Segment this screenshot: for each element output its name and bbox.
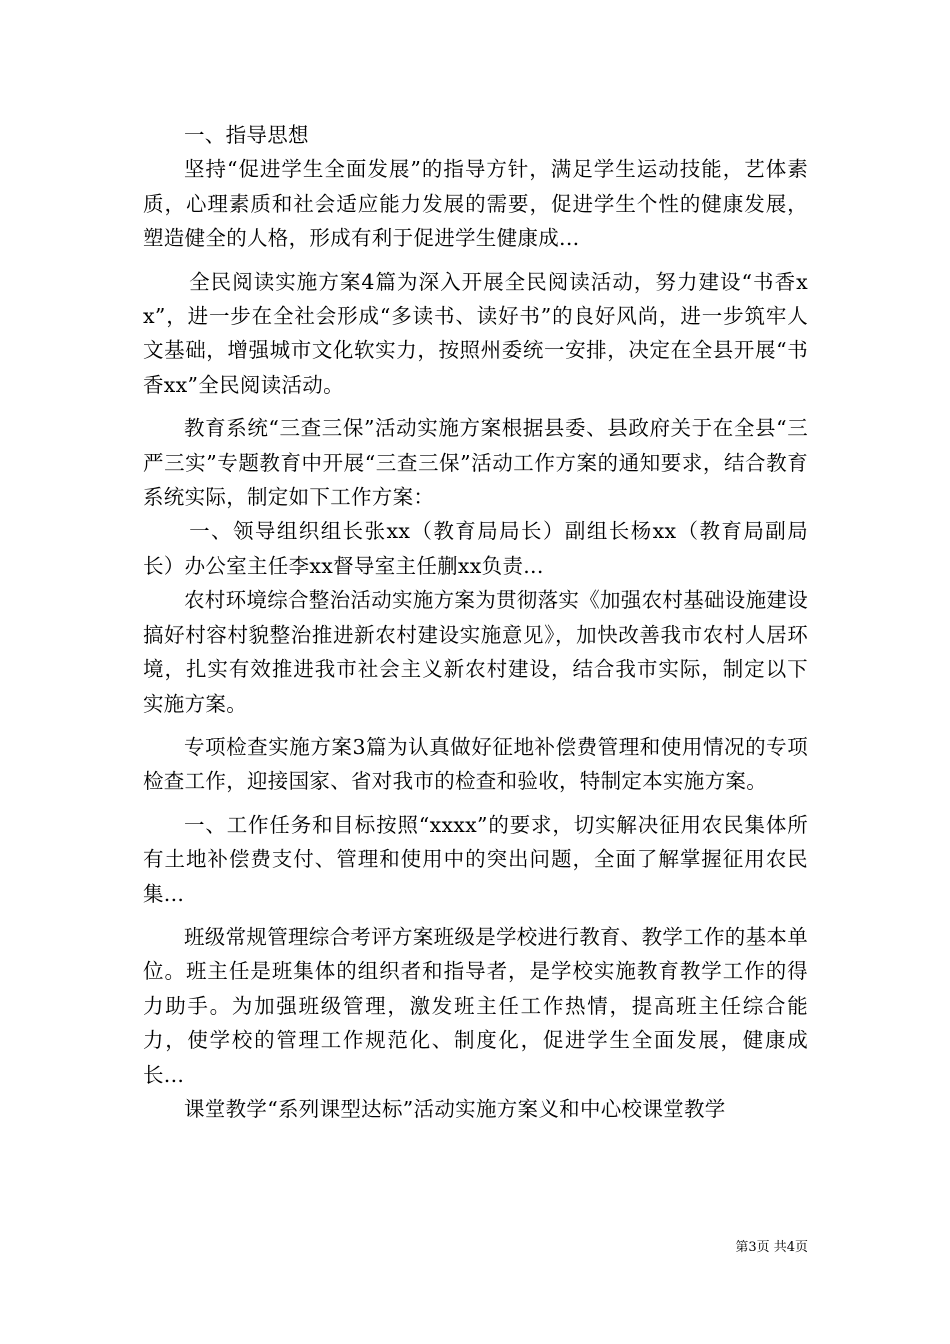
- paragraph-leadership: 一、领导组织组长张xx（教育局局长）副组长杨xx（教育局副局长）办公室主任李xx督导室主任蒯xx负责...: [143, 519, 808, 578]
- paragraph-reading-plan: 全民阅读实施方案4篇为深入开展全民阅读活动，努力建设“书香xx”，进一步在全社会形成“多读书、读好书”的良好风尚，进一步筑牢人文基础，增强城市文化软实力，按照州委统一安排，决定在全县开展“书香xx”全民阅读活动。: [143, 269, 808, 397]
- paragraph-special-inspection: 专项检查实施方案3篇为认真做好征地补偿费管理和使用情况的专项检查工作，迎接国家、省对我市的检查和验收，特制定本实施方案。: [143, 734, 808, 794]
- paragraph-class-management: 班级常规管理综合考评方案班级是学校进行教育、教学工作的基本单位。班主任是班集体的组织者和指导者，是学校实施教育教学工作的得力助手。为加强班级管理，激发班主任工作热情，提高班主任综合能力，使学校的管理工作规范化、制度化，促进学生全面发展，健康成长...: [143, 924, 808, 1087]
- paragraph-guiding-principle: 坚持“促进学生全面发展”的指导方针，满足学生运动技能，艺体素质，心理素质和社会适应能力发展的需要，促进学生个性的健康发展，塑造健全的人格，形成有利于促进学生健康成...: [143, 157, 808, 251]
- paragraph-rural-environment: 农村环境综合整治活动实施方案为贯彻落实《加强农村基础设施建设搞好村容村貌整治推进新农村建设实施意见》，加快改善我市农村人居环境，扎实有效推进我市社会主义新农村建设，结合我市实际，制定以下实施方案。: [143, 588, 808, 716]
- paragraph-three-checks: 教育系统“三查三保”活动实施方案根据县委、县政府关于在全县“三严三实”专题教育中开展“三查三保”活动工作方案的通知要求，结合教育系统实际，制定如下工作方案：: [143, 416, 808, 510]
- paragraph-work-tasks: 一、工作任务和目标按照“xxxx”的要求，切实解决征用农民集体所有土地补偿费支付、管理和使用中的突出问题，全面了解掌握征用农民集...: [143, 812, 808, 906]
- paragraph-classroom-teaching: 课堂教学“系列课型达标”活动实施方案义和中心校课堂教学: [184, 1096, 726, 1121]
- page-number: 第3页 共4页: [735, 1240, 808, 1255]
- document-body: [143, 118, 808, 1126]
- section-heading: 一、指导思想: [184, 123, 309, 147]
